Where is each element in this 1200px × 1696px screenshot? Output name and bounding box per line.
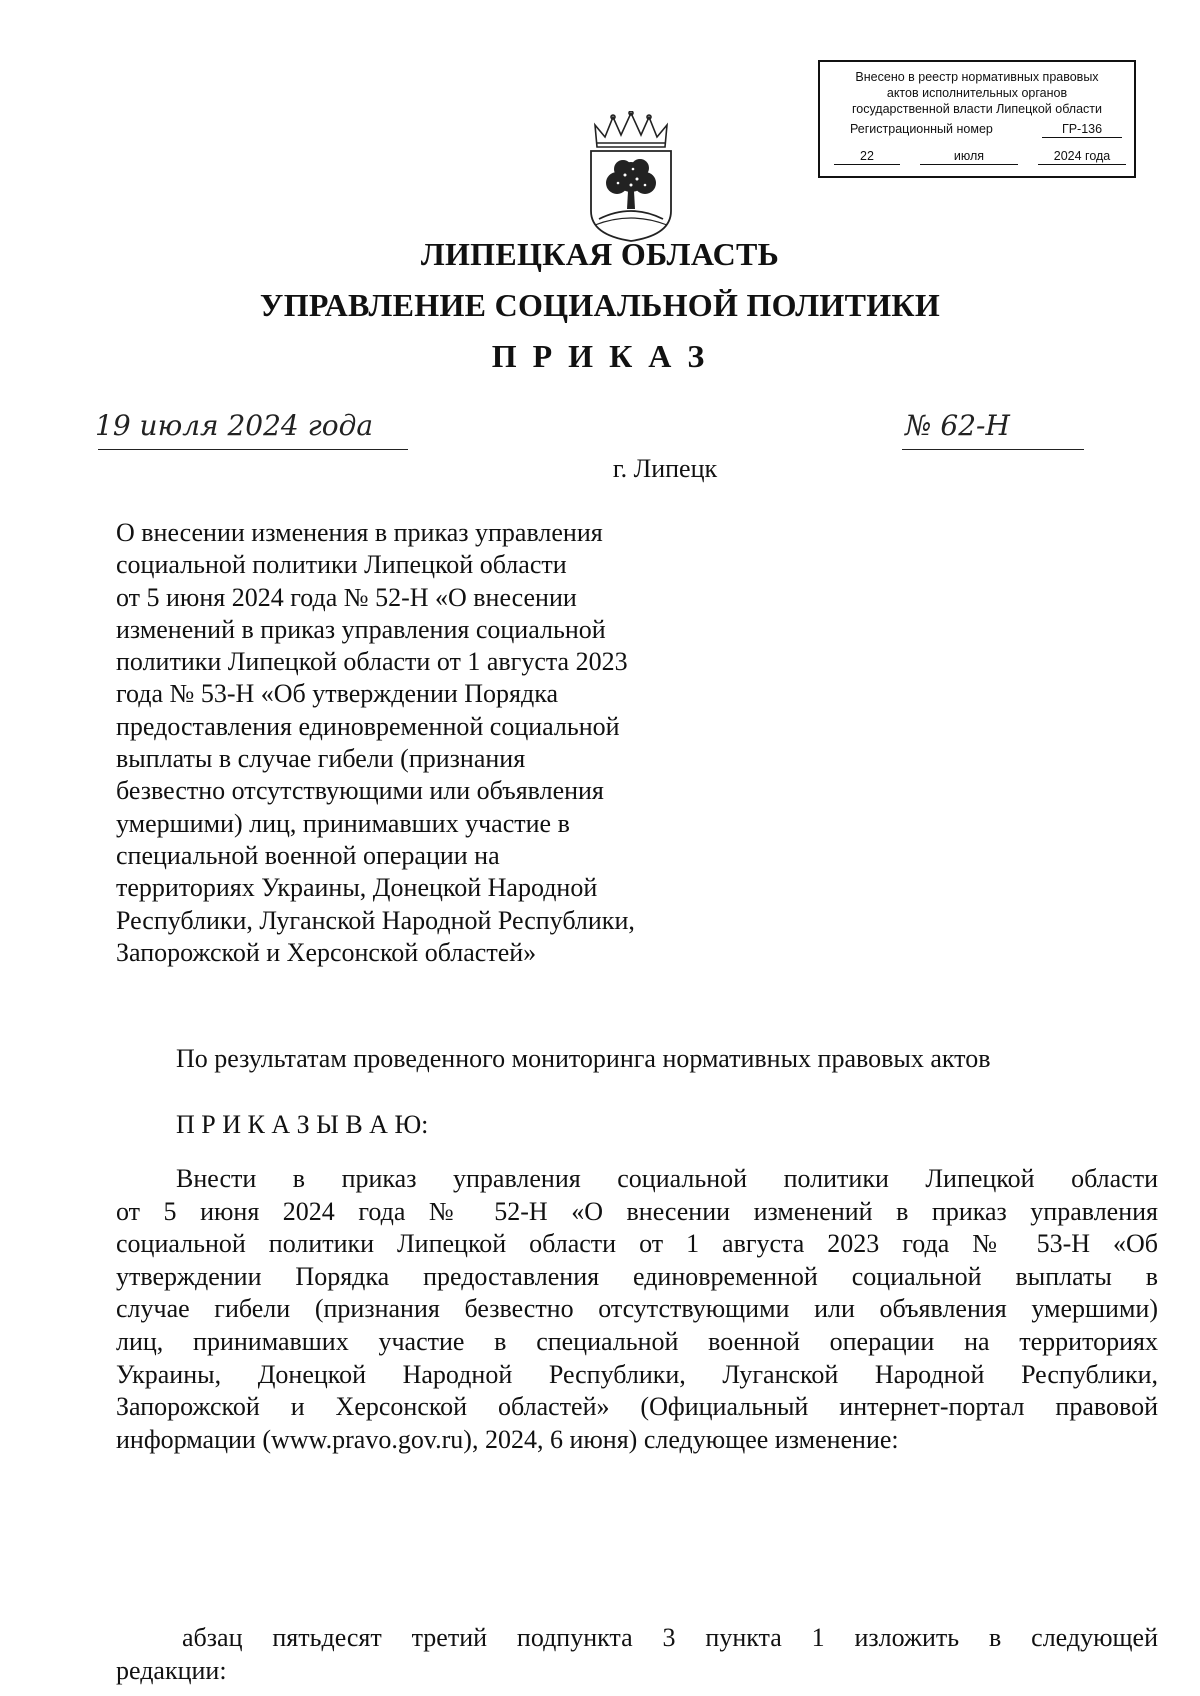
document-title bbox=[116, 517, 716, 969]
stamp-day: 22 bbox=[834, 148, 900, 165]
stamp-line-2: актов исполнительных органов bbox=[886, 86, 1068, 100]
title-line: специальной военной операции на bbox=[116, 840, 500, 870]
stamp-line-3: государственной власти Липецкой области bbox=[851, 102, 1103, 116]
handwritten-number: № 62-Н bbox=[905, 409, 1010, 442]
order-body bbox=[116, 1163, 1158, 1456]
title-line: социальной политики Липецкой области bbox=[116, 550, 567, 580]
body-line: лиц, принимавших участие в специальной военной операции на территориях bbox=[116, 1326, 1158, 1356]
body-line: случае гибели (признания безвестно отсутствующими или объявления умершими) bbox=[116, 1294, 1158, 1324]
document-type: П Р И К А З bbox=[491, 338, 709, 374]
number-underline bbox=[902, 449, 1084, 450]
department-title: УПРАВЛЕНИЕ СОЦИАЛЬНОЙ ПОЛИТИКИ bbox=[259, 287, 941, 323]
body-line: от 5 июня 2024 года № 52-Н «О внесении изменений в приказ управления bbox=[116, 1196, 1158, 1226]
coat-of-arms-icon bbox=[585, 111, 677, 243]
title-line: Республики, Луганской Народной Республики, bbox=[116, 905, 635, 935]
body-line: информации (www.pravo.gov.ru), 2024, 6 июня) следующее изменение: bbox=[116, 1424, 899, 1454]
title-line: безвестно отсутствующими или объявления bbox=[116, 776, 604, 806]
order-word: П Р И К А З Ы В А Ю: bbox=[176, 1110, 429, 1139]
date-underline bbox=[98, 449, 408, 450]
title-line: изменений в приказ управления социальной bbox=[116, 614, 606, 644]
title-line: О внесении изменения в приказ управления bbox=[116, 518, 603, 547]
body-line: Внести в приказ управления социальной политики Липецкой области bbox=[176, 1164, 1158, 1193]
title-line: от 5 июня 2024 года № 52-Н «О внесении bbox=[116, 582, 577, 612]
title-line: политики Липецкой области от 1 августа 2023 bbox=[116, 647, 628, 677]
title-line: Запорожской и Херсонской областей» bbox=[116, 937, 537, 967]
title-line: умершими) лиц, принимавших участие в bbox=[116, 808, 570, 838]
registry-stamp bbox=[818, 60, 1136, 178]
amendment-line: редакции: bbox=[116, 1655, 227, 1685]
title-line: года № 53-Н «Об утверждении Порядка bbox=[116, 679, 559, 709]
basis-paragraph: По результатам проведенного мониторинга нормативных правовых актов bbox=[176, 1044, 991, 1073]
stamp-line-1: Внесено в реестр нормативных правовых bbox=[855, 70, 1099, 84]
region-title: ЛИПЕЦКАЯ ОБЛАСТЬ bbox=[420, 236, 780, 272]
stamp-month: июля bbox=[920, 148, 1018, 165]
title-line: территориях Украины, Донецкой Народной bbox=[116, 873, 598, 903]
body-line: Украины, Донецкой Народной Республики, Луганской Народной Республики, bbox=[116, 1359, 1158, 1389]
stamp-reg-label: Регистрационный номер bbox=[850, 122, 993, 136]
city: г. Липецк bbox=[612, 454, 718, 483]
stamp-reg-number: ГР-136 bbox=[1042, 121, 1122, 138]
title-line: предоставления единовременной социальной bbox=[116, 711, 620, 741]
title-line: выплаты в случае гибели (признания bbox=[116, 744, 526, 774]
amendment-line: абзац пятьдесят третий подпункта 3 пункта 1 изложить в следующей bbox=[182, 1623, 1158, 1652]
body-line: Запорожской и Херсонской областей» (Официальный интернет-портал правовой bbox=[116, 1392, 1158, 1422]
amendment-paragraph bbox=[116, 1622, 1158, 1687]
body-line: утверждении Порядка предоставления единовременной социальной выплаты в bbox=[116, 1261, 1158, 1291]
body-line: социальной политики Липецкой области от 1 августа 2023 года № 53-Н «Об bbox=[116, 1229, 1158, 1259]
handwritten-date: 19 июля 2024 года bbox=[95, 409, 374, 442]
stamp-year: 2024 года bbox=[1038, 148, 1126, 165]
